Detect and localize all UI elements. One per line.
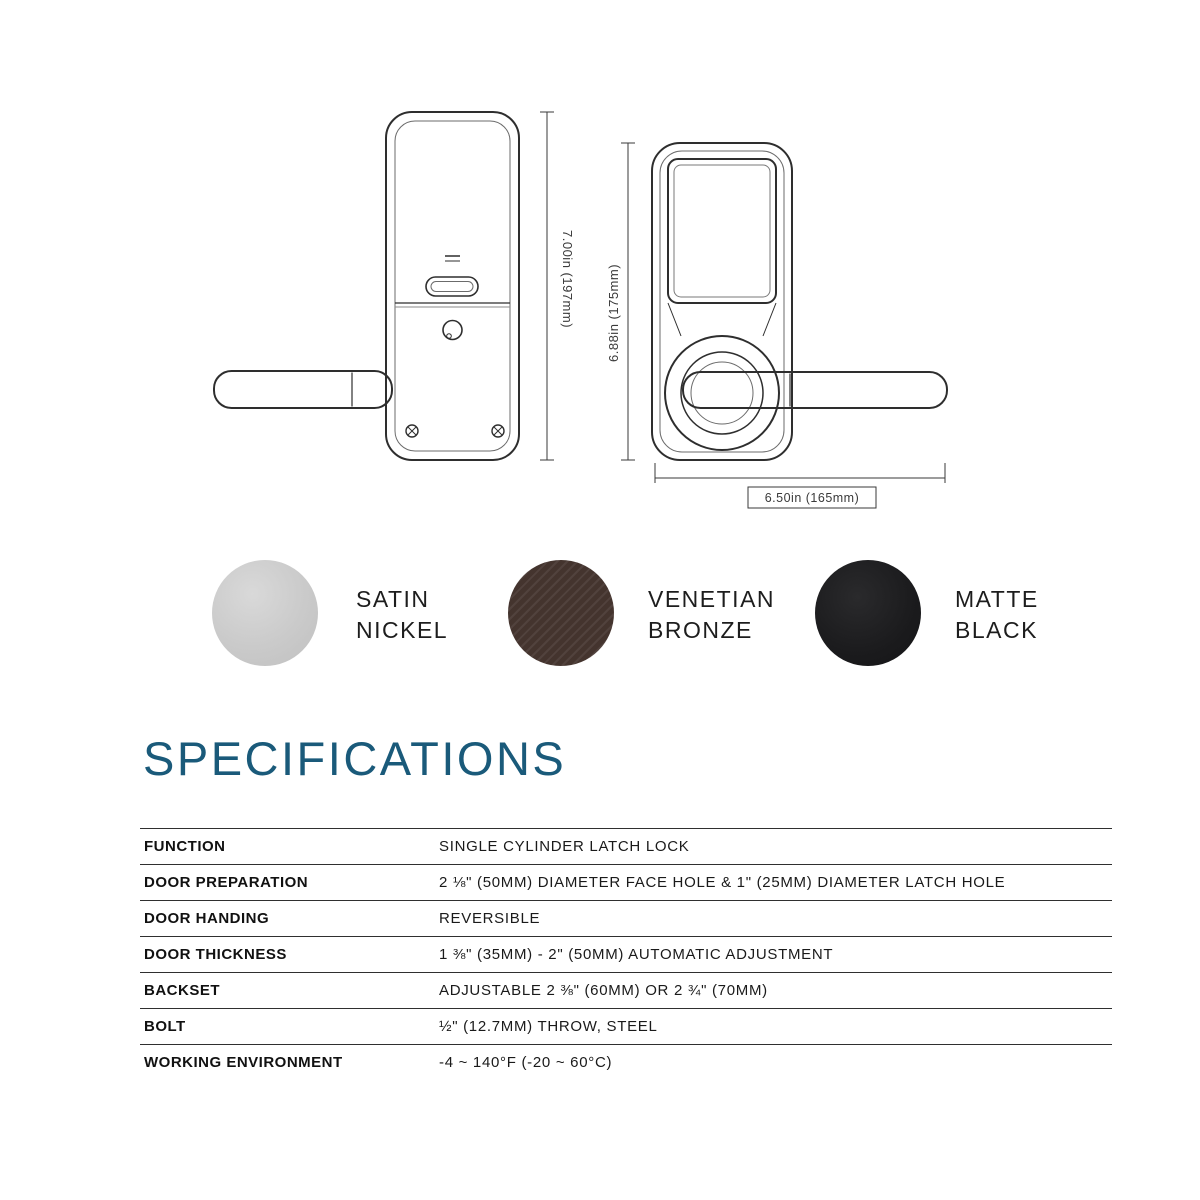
finish-label-venetian-bronze: VENETIAN BRONZE	[648, 586, 776, 644]
spec-row-value: ½" (12.7MM) THROW, STEEL	[439, 1018, 658, 1035]
table-row	[140, 1008, 1112, 1044]
spec-row-value: ADJUSTABLE 2 ⅜" (60MM) OR 2 ¾" (70MM)	[439, 982, 768, 999]
table-row	[140, 828, 1112, 864]
specifications-title: SPECIFICATIONS	[143, 732, 567, 785]
spec-row-label: BOLT	[144, 1018, 186, 1035]
lock-back-view	[214, 112, 519, 460]
spec-row-label: FUNCTION	[144, 838, 226, 855]
spec-row-value: 1 ⅜" (35MM) - 2" (50MM) AUTOMATIC ADJUSTMENT	[439, 946, 834, 963]
finish-label-satin-nickel: SATIN NICKEL	[356, 586, 449, 644]
table-row	[140, 936, 1112, 972]
spec-row-value: -4 ~ 140°F (-20 ~ 60°C)	[439, 1054, 613, 1071]
lock-front-view	[652, 143, 947, 460]
spec-row-value: SINGLE CYLINDER LATCH LOCK	[439, 838, 690, 855]
table-row	[140, 972, 1112, 1008]
dimension-width-label: 6.50in (165mm)	[764, 491, 860, 505]
table-row	[140, 1044, 1112, 1080]
dimension-left-height-label: 7.00in (197mm)	[560, 230, 575, 329]
dimension-left-height	[540, 112, 575, 460]
spec-row-label: WORKING ENVIRONMENT	[144, 1054, 343, 1071]
lock-technical-drawing	[0, 0, 1200, 540]
table-row	[140, 900, 1112, 936]
spec-row-label: DOOR THICKNESS	[144, 946, 287, 963]
dimension-right-height-label: 6.88in (175mm)	[606, 263, 621, 362]
finish-swatch-satin-nickel	[212, 560, 318, 666]
finish-label-matte-black: MATTE BLACK	[955, 586, 1039, 644]
spec-row-label: DOOR HANDING	[144, 910, 270, 927]
specifications-table	[140, 828, 1112, 1080]
spec-row-label: DOOR PREPARATION	[144, 874, 309, 891]
finish-swatch-matte-black	[815, 560, 921, 666]
dimension-width	[655, 463, 945, 508]
finish-swatch-venetian-bronze	[508, 560, 614, 666]
spec-row-value: 2 ⅛" (50MM) DIAMETER FACE HOLE & 1" (25MM) DIAMETER LATCH HOLE	[439, 874, 1006, 891]
table-row	[140, 864, 1112, 900]
spec-row-label: BACKSET	[144, 982, 221, 999]
dimension-right-height	[606, 143, 635, 460]
spec-row-value: REVERSIBLE	[439, 910, 541, 927]
